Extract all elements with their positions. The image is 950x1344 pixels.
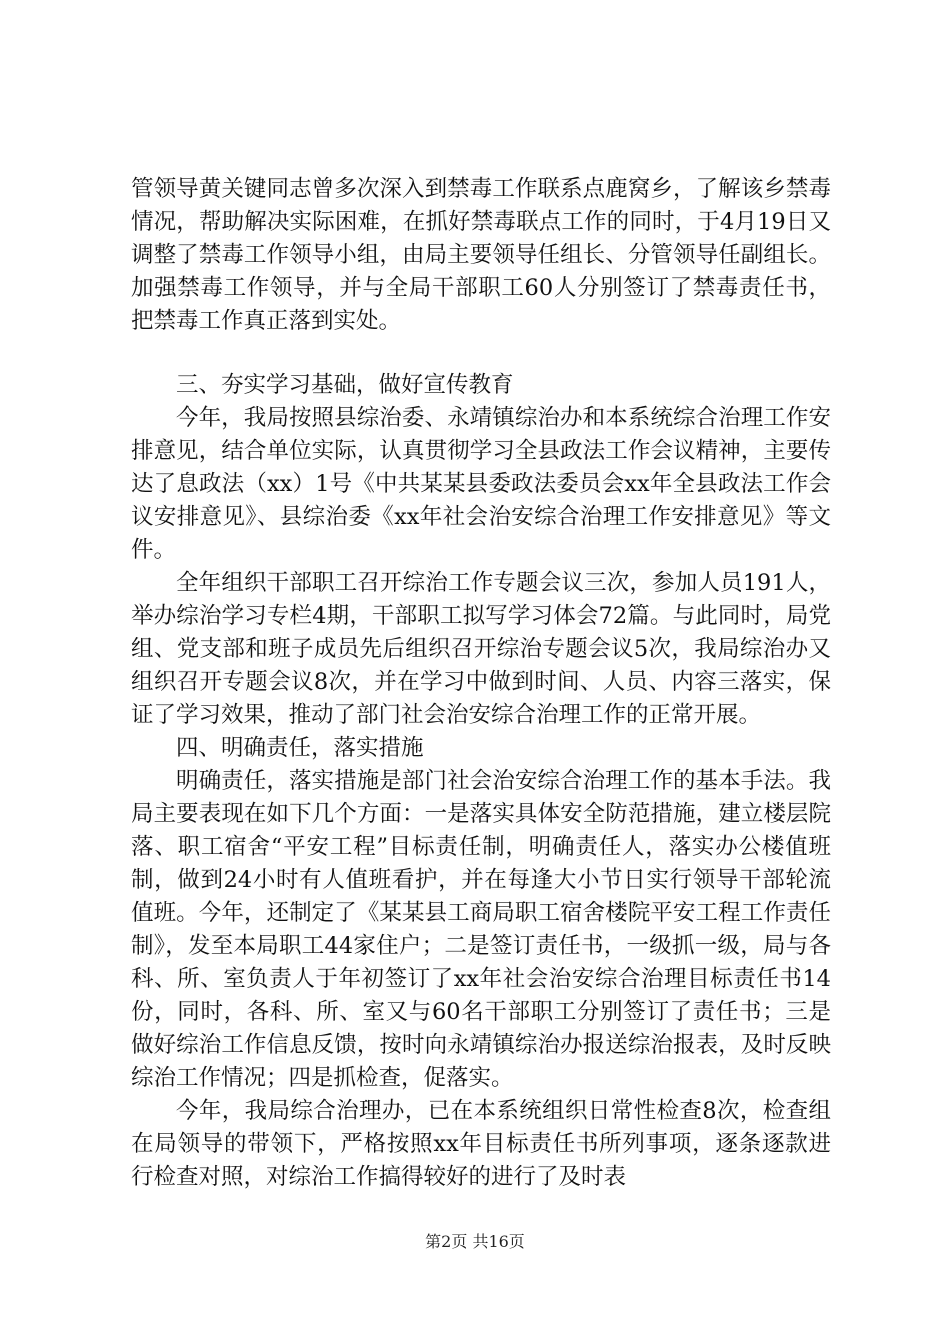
page-footer-number: 第2页 共16页 xyxy=(425,1232,525,1251)
section-heading-four: 四、明确责任，落实措施 xyxy=(176,735,424,761)
document-body xyxy=(131,173,831,1194)
paragraph-inspections: 今年，我局综合治理办，已在本系统组织日常性检查8次，检查组在局领导的带领下，严格按照xx年目标责任书所列事项，逐条逐款进行检查对照，对综治工作搞得较好的进行了及时表 xyxy=(131,1098,831,1190)
paragraph-meetings-summary: 全年组织干部职工召开综治工作专题会议三次，参加人员191人，举办综治学习专栏4期，干部职工拟写学习体会72篇。与此同时，局党组、党支部和班子成员先后组织召开综治专题会议5次，我局综治办又组织召开专题会议8次，并在学习中做到时间、人员、内容三落实，保证了学习效果，推动了部门社会治安综合治理工作的正常开展。 xyxy=(131,570,831,728)
paragraph-study-arrangement: 今年，我局按照县综治委、永靖镇综治办和本系统综合治理工作安排意见，结合单位实际，认真贯彻学习全县政法工作会议精神，主要传达了息政法（xx）1号《中共某某县委政法委员会xx年全县政法工作会议安排意见》、县综治委《xx年社会治安综合治理工作安排意见》等文件。 xyxy=(131,405,831,563)
paragraph-spacer xyxy=(131,338,831,369)
section-heading-three: 三、夯实学习基础，做好宣传教育 xyxy=(176,372,514,398)
paragraph-drug-control-leadership: 管领导黄关键同志曾多次深入到禁毒工作联系点鹿窝乡，了解该乡禁毒情况，帮助解决实际困难，在抓好禁毒联点工作的同时，于4月19日又调整了禁毒工作领导小组，由局主要领导任组长、分管领导任副组长。加强禁毒工作领导，并与全局干部职工60人分别签订了禁毒责任书，把禁毒工作真正落到实处。 xyxy=(131,176,831,334)
paragraph-responsibility-measures: 明确责任，落实措施是部门社会治安综合治理工作的基本手法。我局主要表现在如下几个方面：一是落实具体安全防范措施，建立楼层院落、职工宿舍“平安工程”目标责任制，明确责任人，落实办公楼值班制，做到24小时有人值班看护，并在每逢大小节日实行领导干部轮流值班。今年，还制定了《某某县工商局职工宿舍楼院平安工程工作责任制》，发至本局职工44家住户；二是签订责任书，一级抓一级，局与各科、所、室负责人于年初签订了xx年社会治安综合治理目标责任书14份，同时，各科、所、室又与60名干部职工分别签订了责任书；三是做好综治工作信息反馈，按时向永靖镇综治办报送综治报表，及时反映综治工作情况；四是抓检查，促落实。 xyxy=(131,768,831,1091)
